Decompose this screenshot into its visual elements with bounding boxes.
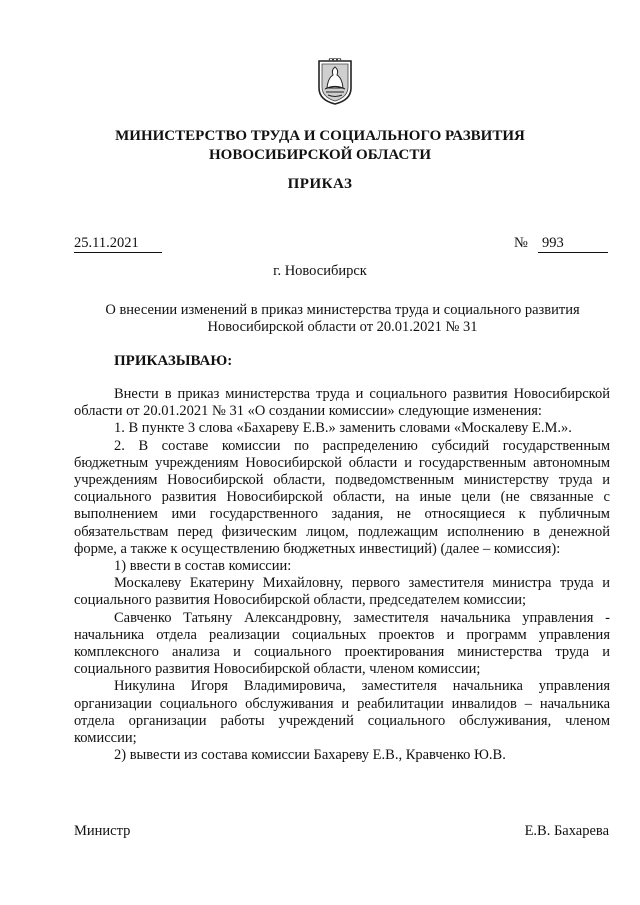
ministry-name-line1: МИНИСТЕРСТВО ТРУДА И СОЦИАЛЬНОГО РАЗВИТИЯ <box>115 128 525 144</box>
order-subject-line1: О внесении изменений в приказ министерства труда и социального развития <box>105 302 580 318</box>
body-paragraph: 2. В составе комиссии по распределению субсидий государственным бюджетным учреждениям Новосибирской области и государственным автономным учреждениям Новосибирской области, подведомственным министерству труда и социального развития Новосибирской области, на иные цели (не связанные с выполнением ими государственного задания, не относящиеся к публичным обязательствам перед физическим лицом, подлежащим исполнению в денежной форме, а также к осуществлению бюджетных инвестиций) (далее – комиссия): <box>74 437 610 557</box>
body-paragraph: Москалеву Екатерину Михайловну, первого заместителя министра труда и социального развития Новосибирской области, председателем комиссии; <box>74 575 610 609</box>
body-paragraph: Внести в приказ министерства труда и социального развития Новосибирской области от 20.01.2021 № 31 «О создании комиссии» следующие изменения: <box>74 386 610 420</box>
signatory-name: Е.В. Бахарева <box>524 823 609 839</box>
order-directive-heading: ПРИКАЗЫВАЮ: <box>114 353 233 369</box>
order-subject-line2: Новосибирской области от 20.01.2021 № 31 <box>207 319 478 335</box>
order-subject <box>60 302 625 336</box>
body-paragraph: 1) ввести в состав комиссии: <box>114 558 292 575</box>
body-paragraph: 1. В пункте 3 слова «Бахареву Е.В.» заменить словами «Москалеву Е.М.». <box>114 420 572 437</box>
order-date: 25.11.2021 <box>74 235 162 253</box>
signatory-role: Министр <box>74 823 131 839</box>
body-paragraph: 2) вывести из состава комиссии Бахареву Е.В., Кравченко Ю.В. <box>114 747 506 764</box>
order-number-sign: № <box>514 235 528 251</box>
body-paragraph: Никулина Игоря Владимировича, заместителя начальника управления организации социального обслуживания и реабилитации инвалидов – начальника отдела организации работы учреждений социального обслуживания, членом комиссии; <box>74 678 610 747</box>
order-title: ПРИКАЗ <box>287 176 353 192</box>
coat-of-arms-icon <box>316 58 354 106</box>
order-number: 993 <box>538 235 608 253</box>
body-paragraph: Савченко Татьяну Александровну, заместителя начальника управления - начальника отдела реализации социальных проектов и программ управления комплексного анализа и социального проектирования министерства труда и социального развития Новосибирской области, членом комиссии; <box>74 609 610 678</box>
order-city: г. Новосибирск <box>273 263 367 279</box>
order-body <box>74 386 610 764</box>
ministry-name-line2: НОВОСИБИРСКОЙ ОБЛАСТИ <box>208 147 432 163</box>
